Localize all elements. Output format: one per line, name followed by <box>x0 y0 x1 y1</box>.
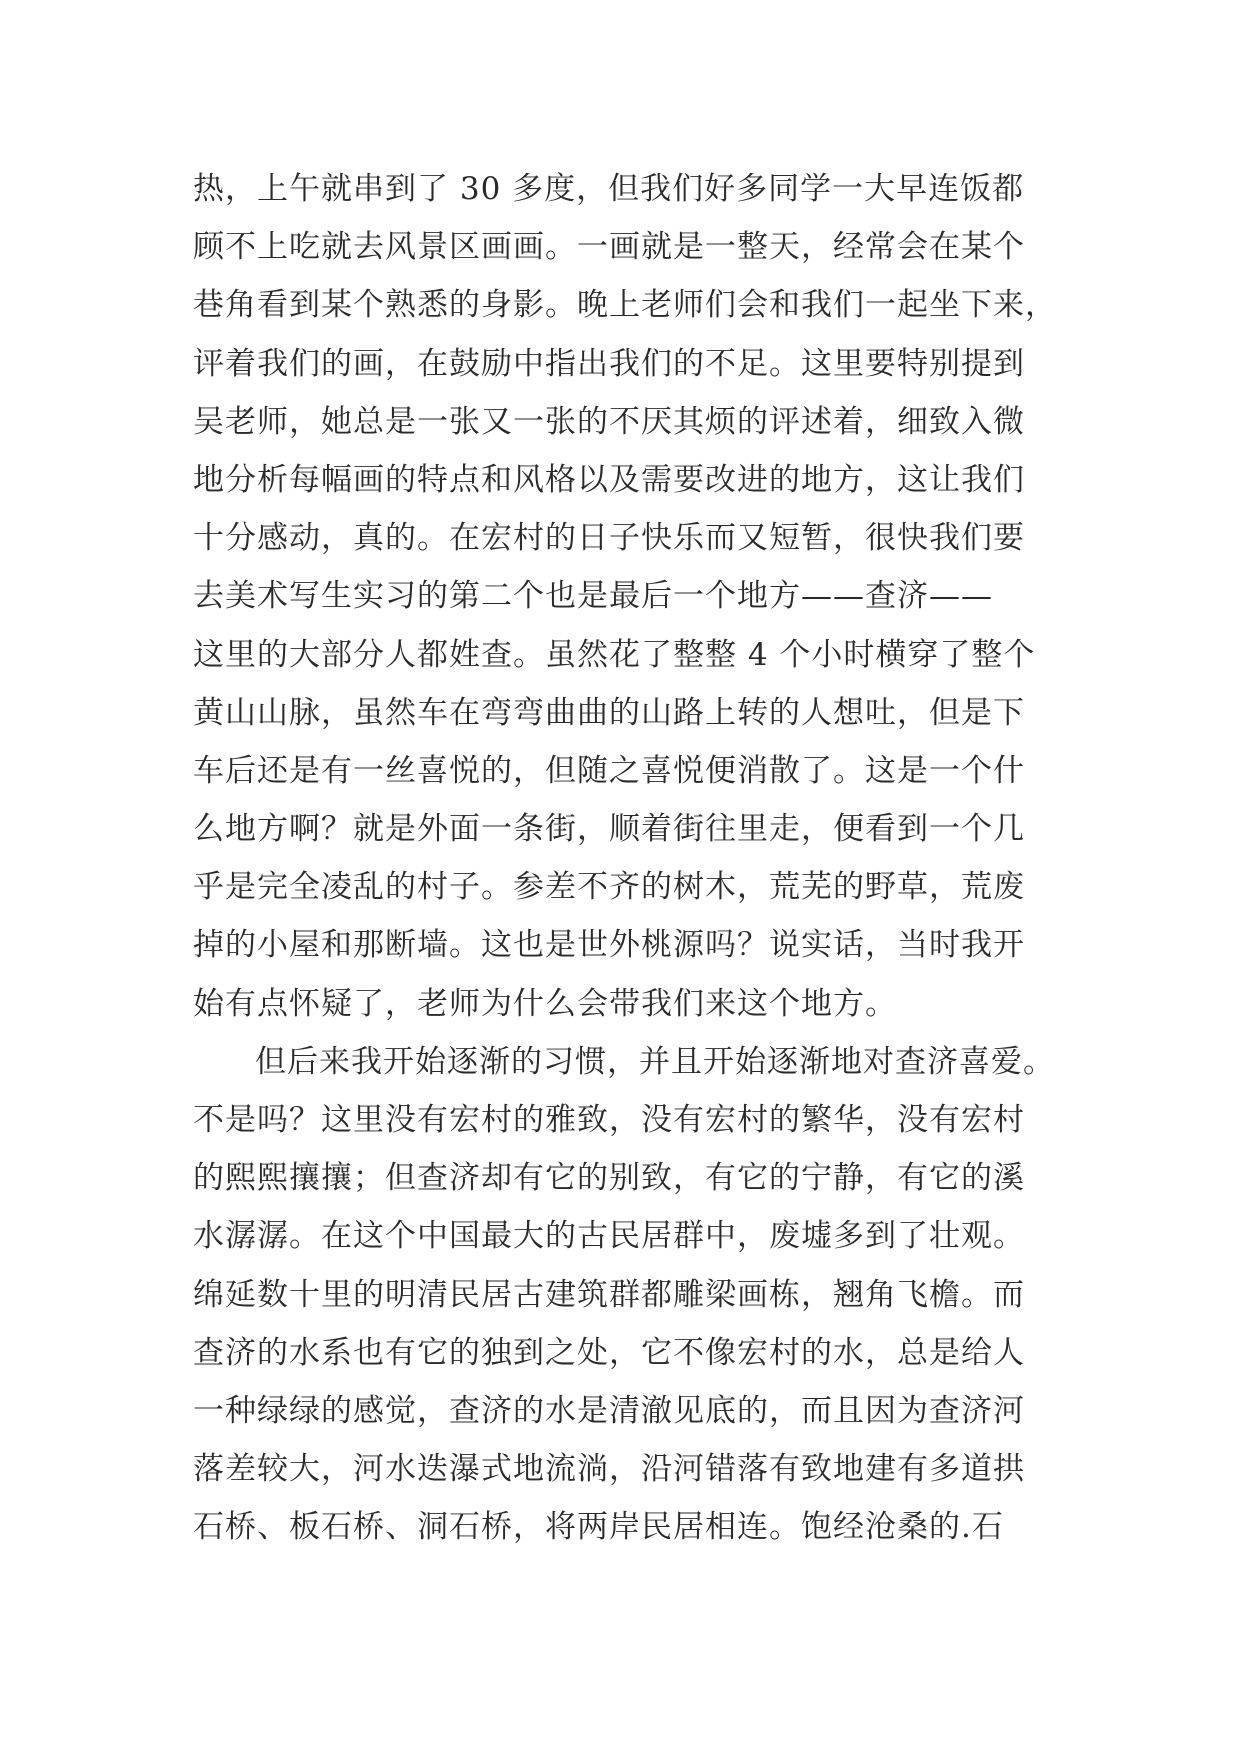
text-line: 这里的大部分人都姓查。虽然花了整整 4 个小时横穿了整个 <box>193 636 1036 673</box>
body-text <box>193 160 1057 1557</box>
text-line: 掉的小屋和那断墙。这也是世外桃源吗？说实话，当时我开 <box>193 927 1025 964</box>
text-line: 么地方啊？就是外面一条街，顺着街往里走，便看到一个几 <box>193 811 1025 848</box>
text-line: 落差较大，河水迭瀑式地流淌，沿河错落有致地建有多道拱 <box>193 1451 1025 1488</box>
text-line: 石桥、板石桥、洞石桥，将两岸民居相连。饱经沧桑的.石 <box>193 1509 1004 1546</box>
text-line: 去美术写生实习的第二个也是最后一个地方——查济—— <box>193 578 993 615</box>
text-line: 一种绿绿的感觉，查济的水是清澈见底的，而且因为查济河 <box>193 1392 1025 1429</box>
text-line: 巷角看到某个熟悉的身影。晚上老师们会和我们一起坐下来， <box>193 287 1057 324</box>
text-line: 车后还是有一丝喜悦的，但随之喜悦便消散了。这是一个什 <box>193 752 1025 789</box>
text-line: 乎是完全凌乱的村子。参差不齐的树木，荒芜的野草，荒废 <box>193 869 1025 906</box>
text-line: 绵延数十里的明清民居古建筑群都雕梁画栋，翘角飞檐。而 <box>193 1276 1025 1313</box>
text-line: 吴老师，她总是一张又一张的不厌其烦的评述着，细致入微 <box>193 403 1025 440</box>
text-line: 十分感动，真的。在宏村的日子快乐而又短暂，很快我们要 <box>193 520 1025 557</box>
text-line: 查济的水系也有它的独到之处，它不像宏村的水，总是给人 <box>193 1334 1025 1371</box>
text-line: 热，上午就串到了 30 多度，但我们好多同学一大早连饭都 <box>193 171 1025 207</box>
text-line: 评着我们的画，在鼓励中指出我们的不足。这里要特别提到 <box>193 345 1025 382</box>
paragraph-start-line: 但后来我开始逐渐的习惯，并且开始逐渐地对查济喜爱。 <box>255 1043 1055 1080</box>
text-line: 黄山山脉，虽然车在弯弯曲曲的山路上转的人想吐，但是下 <box>193 694 1025 731</box>
text-line: 的熙熙攘攘；但查济却有它的别致，有它的宁静，有它的溪 <box>193 1160 1025 1197</box>
text-line: 始有点怀疑了，老师为什么会带我们来这个地方。 <box>193 985 897 1022</box>
text-line: 地分析每幅画的特点和风格以及需要改进的地方，这让我们 <box>193 461 1025 498</box>
text-line: 顾不上吃就去风景区画画。一画就是一整天，经常会在某个 <box>193 229 1025 266</box>
text-line: 水潺潺。在这个中国最大的古民居群中，废墟多到了壮观。 <box>193 1218 1025 1255</box>
text-line: 不是吗？这里没有宏村的雅致，没有宏村的繁华，没有宏村 <box>193 1102 1025 1138</box>
